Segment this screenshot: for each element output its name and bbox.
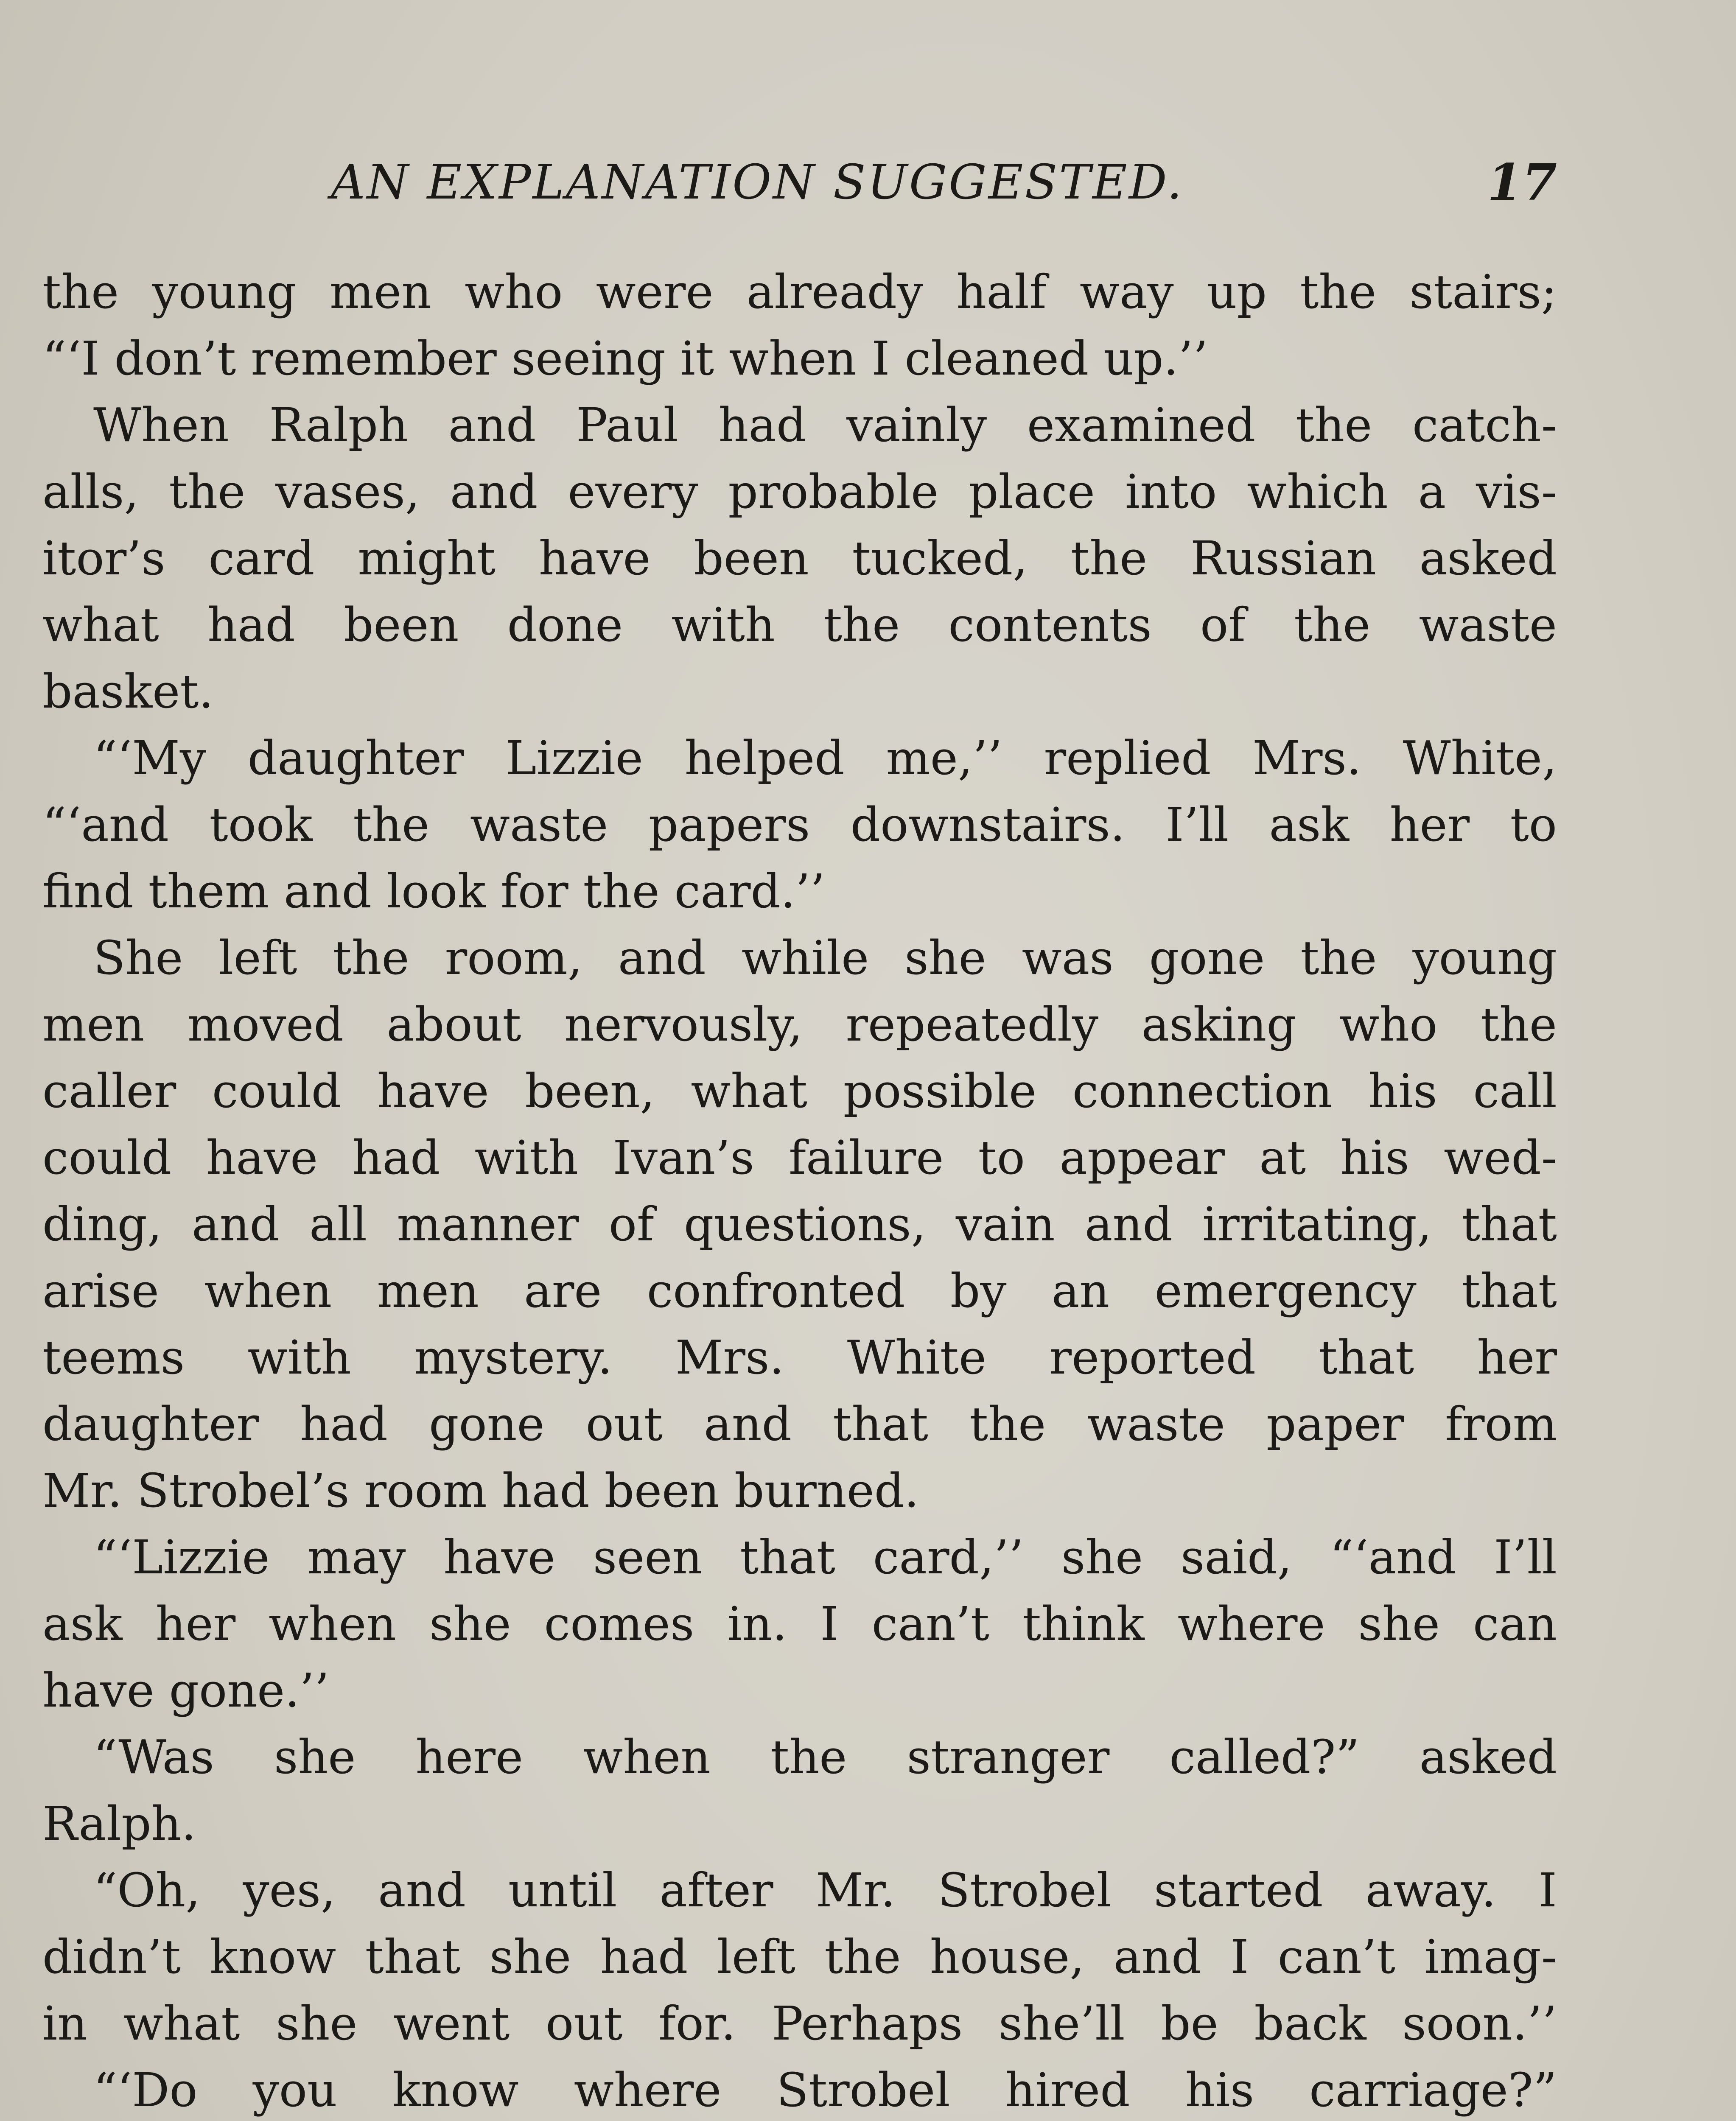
- text-line: in what she went out for. Perhaps she’ll be back soon.’’: [42, 1996, 1557, 2051]
- text-line: ding, and all manner of questions, vain and irritating, that: [42, 1197, 1557, 1251]
- text-line: daughter had gone out and that the waste paper from: [42, 1397, 1557, 1451]
- text-line: “Was she here when the stranger called?” asked: [93, 1730, 1557, 1784]
- text-line: “‘I don’t remember seeing it when I cleaned up.’’: [42, 331, 1208, 386]
- text-line: “‘My daughter Lizzie helped me,’’ replied Mrs. White,: [93, 731, 1557, 785]
- text-line: find them and look for the card.’’: [42, 864, 825, 918]
- text-line: She left the room, and while she was gone the young: [93, 931, 1557, 985]
- text-line: Mr. Strobel’s room had been burned.: [42, 1463, 919, 1518]
- text-line: the young men who were already half way up the stairs;: [42, 265, 1557, 319]
- text-line: could have had with Ivan’s failure to appear at his wed-: [42, 1130, 1557, 1185]
- text-line: arise when men are confronted by an emergency that: [42, 1264, 1557, 1318]
- text-line: men moved about nervously, repeatedly asking who the: [42, 997, 1557, 1052]
- text-line: teems with mystery. Mrs. White reported that her: [42, 1330, 1557, 1385]
- text-line: itor’s card might have been tucked, the Russian asked: [42, 531, 1557, 585]
- text-line: Ralph.: [42, 1796, 196, 1851]
- page-number: 17: [1487, 153, 1557, 212]
- text-line: ask her when she comes in. I can’t think where she can: [42, 1597, 1557, 1651]
- text-line: basket.: [42, 664, 214, 719]
- text-line: “‘Lizzie may have seen that card,’’ she said, “‘and I’ll: [93, 1530, 1557, 1584]
- running-title: AN EXPLANATION SUGGESTED.: [331, 155, 1184, 210]
- text-line: have gone.’’: [42, 1663, 330, 1718]
- text-line: When Ralph and Paul had vainly examined the catch-: [93, 398, 1557, 452]
- page-header: [42, 153, 1557, 212]
- text-line: “‘and took the waste papers downstairs. I’ll ask her to: [42, 797, 1557, 852]
- text-line: alls, the vases, and every probable place into which a vis-: [42, 464, 1557, 519]
- text-line: didn’t know that she had left the house, and I can’t imag-: [42, 1930, 1557, 1984]
- text-line: “Oh, yes, and until after Mr. Strobel started away. I: [93, 1863, 1557, 1917]
- text-line: caller could have been, what possible connection his call: [42, 1064, 1557, 1118]
- body-text: [42, 259, 1557, 2121]
- text-line: what had been done with the contents of the waste: [42, 598, 1557, 652]
- text-line: “‘Do you know where Strobel hired his carriage?”: [93, 2063, 1557, 2117]
